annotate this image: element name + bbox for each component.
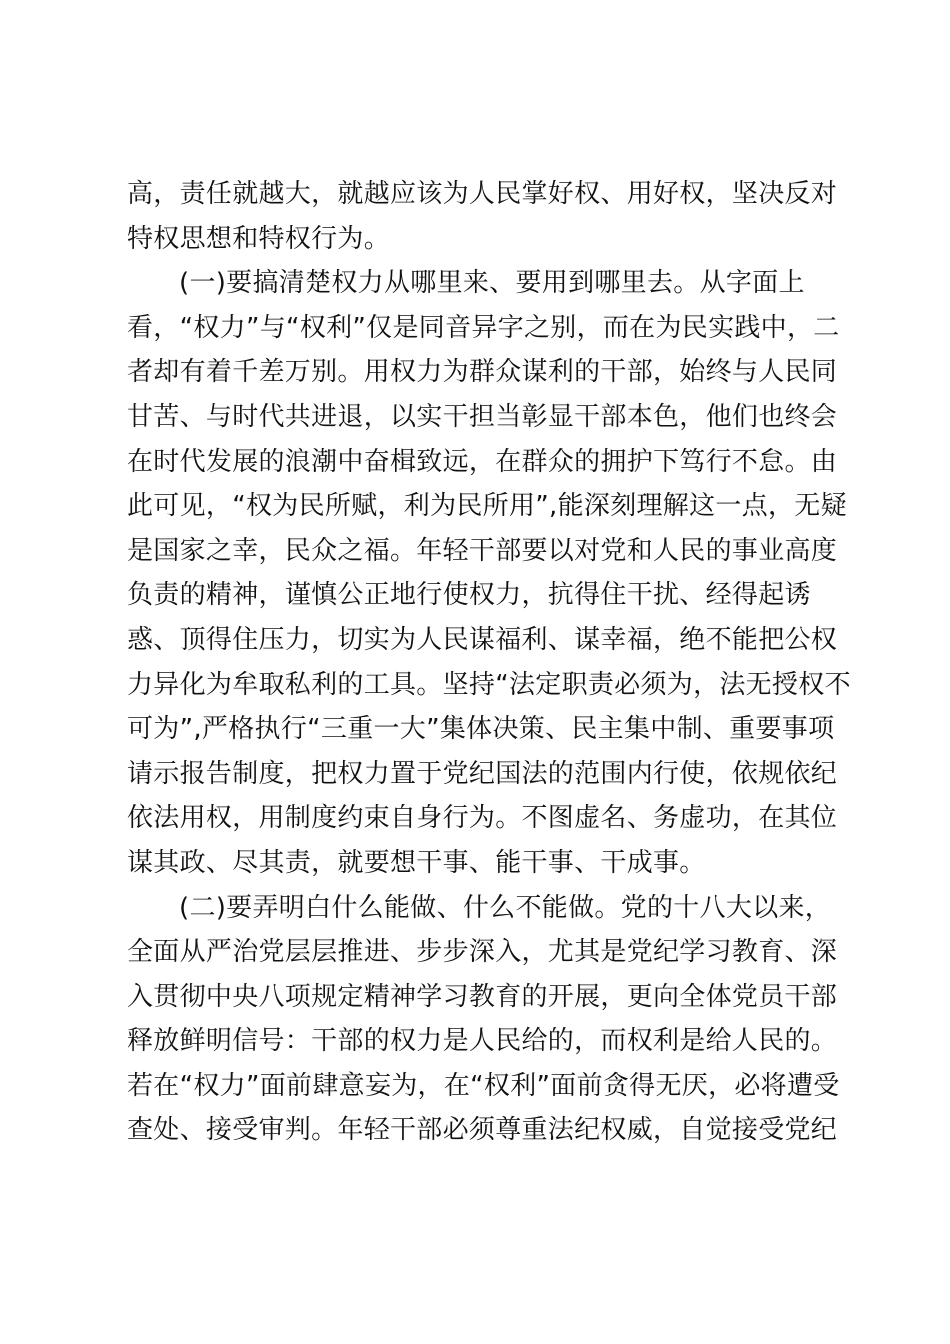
text-line: 依法用权，用制度约束自身行为。不图虚名、务虚功，在其位: [127, 803, 838, 834]
text-line: 请示报告制度，把权力置于党纪国法的范围内行使，依规依纪: [127, 758, 838, 789]
text-line: 特权思想和特权行为。: [127, 223, 391, 254]
text-line: 看，“权力”与“权利”仅是同音异字之别，而在为民实践中，二: [127, 312, 840, 343]
text-line: 此可见，“权为民所赋，利为民所用”,能深刻理解这一点，无疑: [127, 491, 847, 522]
text-line: 者却有着千差万别。用权力为群众谋利的干部，始终与人民同: [127, 357, 838, 388]
text-line: 高，责任就越大，就越应该为人民掌好权、用好权，坚决反对: [127, 179, 838, 209]
text-line: 负责的精神，谨慎公正地行使权力，抗得住干扰、经得起诱: [127, 580, 811, 611]
text-line: 查处、接受审判。年轻干部必须尊重法纪权威，自觉接受党纪: [127, 1115, 838, 1146]
text-line: 释放鲜明信号：干部的权力是人民给的，而权利是给人民的。: [127, 1026, 838, 1057]
section-heading-line: (二)要弄明白什么能做、什么不能做。党的十八大以来，: [179, 892, 832, 923]
text-line: 入贯彻中央八项规定精神学习教育的开展，更向全体党员干部: [127, 981, 838, 1012]
text-line: 若在“权力”面前肆意妄为，在“权利”面前贪得无厌，必将遭受: [127, 1070, 840, 1101]
section-heading-line: (一)要搞清楚权力从哪里来、要用到哪里去。从字面上: [179, 268, 805, 299]
text-line: 全面从严治党层层推进、步步深入，尤其是党纪学习教育、深: [127, 937, 838, 968]
text-line: 惑、顶得住压力，切实为人民谋福利、谋幸福，绝不能把公权: [127, 624, 838, 655]
text-line: 是国家之幸，民众之福。年轻干部要以对党和人民的事业高度: [127, 535, 838, 566]
text-line: 力异化为牟取私利的工具。坚持“法定职责必须为，法无授权不: [127, 669, 851, 700]
body-text: [127, 172, 851, 1153]
text-line: 谋其政、尽其责，就要想干事、能干事、干成事。: [127, 847, 706, 878]
text-line: 甘苦、与时代共进退，以实干担当彰显干部本色，他们也终会: [127, 401, 838, 432]
text-line: 在时代发展的浪潮中奋楫致远，在群众的拥护下笃行不怠。由: [127, 446, 838, 477]
text-line: 可为”,严格执行“三重一大”集体决策、民主集中制、重要事项: [127, 714, 835, 745]
